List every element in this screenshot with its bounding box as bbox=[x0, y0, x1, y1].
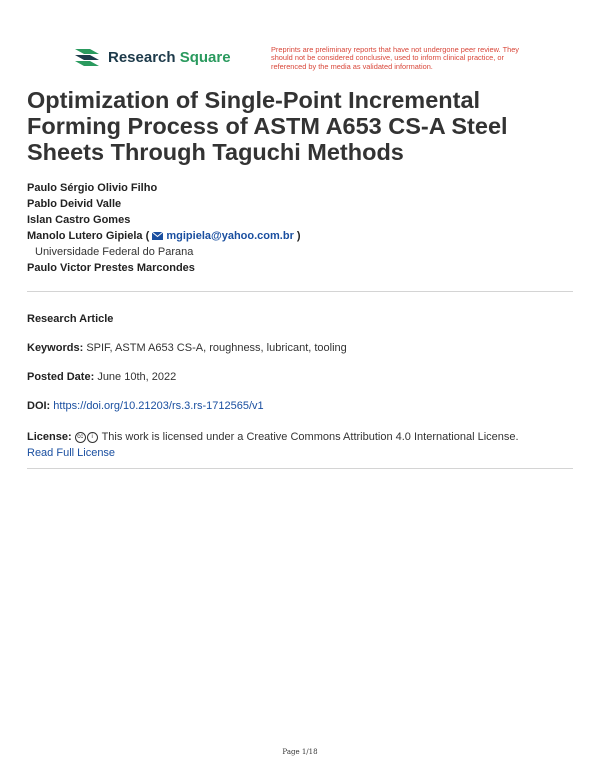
page-number: Page 1/18 bbox=[282, 748, 318, 756]
read-full-license-link[interactable]: Read Full License bbox=[27, 447, 116, 459]
attribution-icon: i bbox=[87, 432, 98, 443]
posted-date-label: Posted Date: bbox=[27, 371, 95, 383]
creative-commons-icon: cc bbox=[75, 432, 86, 443]
author-email-link[interactable]: mgipiela@yahoo.com.br bbox=[166, 230, 294, 242]
license-label: License: bbox=[27, 431, 72, 443]
logo-word-square: Square bbox=[179, 49, 231, 66]
license-text: This work is licensed under a Creative Commons Attribution 4.0 International License. bbox=[101, 431, 519, 443]
author-name[interactable]: Paulo Victor Prestes Marcondes bbox=[27, 262, 195, 274]
license-row bbox=[27, 429, 519, 461]
preprint-notice: Preprints are preliminary reports that have not undergone peer review. They should not be considered conclusive, used to inform clinical practice, or referenced by the media as validated information. bbox=[271, 45, 519, 71]
envelope-icon bbox=[152, 230, 163, 242]
logo-word-research: Research bbox=[108, 49, 176, 66]
research-square-logo-icon bbox=[74, 47, 100, 69]
email-paren-open: ( bbox=[145, 230, 150, 242]
email-paren-close: ) bbox=[296, 230, 301, 242]
author-name[interactable]: Paulo Sérgio Olivio Filho bbox=[27, 182, 158, 194]
posted-date-row bbox=[27, 369, 176, 385]
doi-row bbox=[27, 398, 264, 414]
divider bbox=[27, 291, 573, 292]
keywords-value: SPIF, ASTM A653 CS-A, roughness, lubricant, tooling bbox=[86, 342, 347, 354]
doi-label: DOI: bbox=[27, 400, 51, 412]
author-name[interactable]: Islan Castro Gomes bbox=[27, 214, 131, 226]
doi-link[interactable]: https://doi.org/10.21203/rs.3.rs-1712565/v1 bbox=[53, 400, 264, 412]
author-name[interactable]: Pablo Deivid Valle bbox=[27, 198, 122, 210]
article-type bbox=[27, 311, 113, 327]
divider bbox=[27, 468, 573, 469]
article-type-label: Research Article bbox=[27, 313, 114, 325]
paper-title: Optimization of Single-Point Incremental Forming Process of ASTM A653 CS-A Steel Sheets Through Taguchi Methods bbox=[27, 87, 508, 165]
posted-date-value: June 10th, 2022 bbox=[97, 371, 177, 383]
affiliation: Universidade Federal do Parana bbox=[35, 246, 194, 258]
corresponding-author bbox=[27, 228, 301, 244]
keywords-label: Keywords: bbox=[27, 342, 84, 354]
keywords-row bbox=[27, 340, 347, 356]
research-square-logo[interactable] bbox=[74, 47, 231, 69]
author-list bbox=[27, 180, 301, 276]
author-name[interactable]: Manolo Lutero Gipiela bbox=[27, 230, 143, 242]
logo-text bbox=[108, 49, 231, 67]
